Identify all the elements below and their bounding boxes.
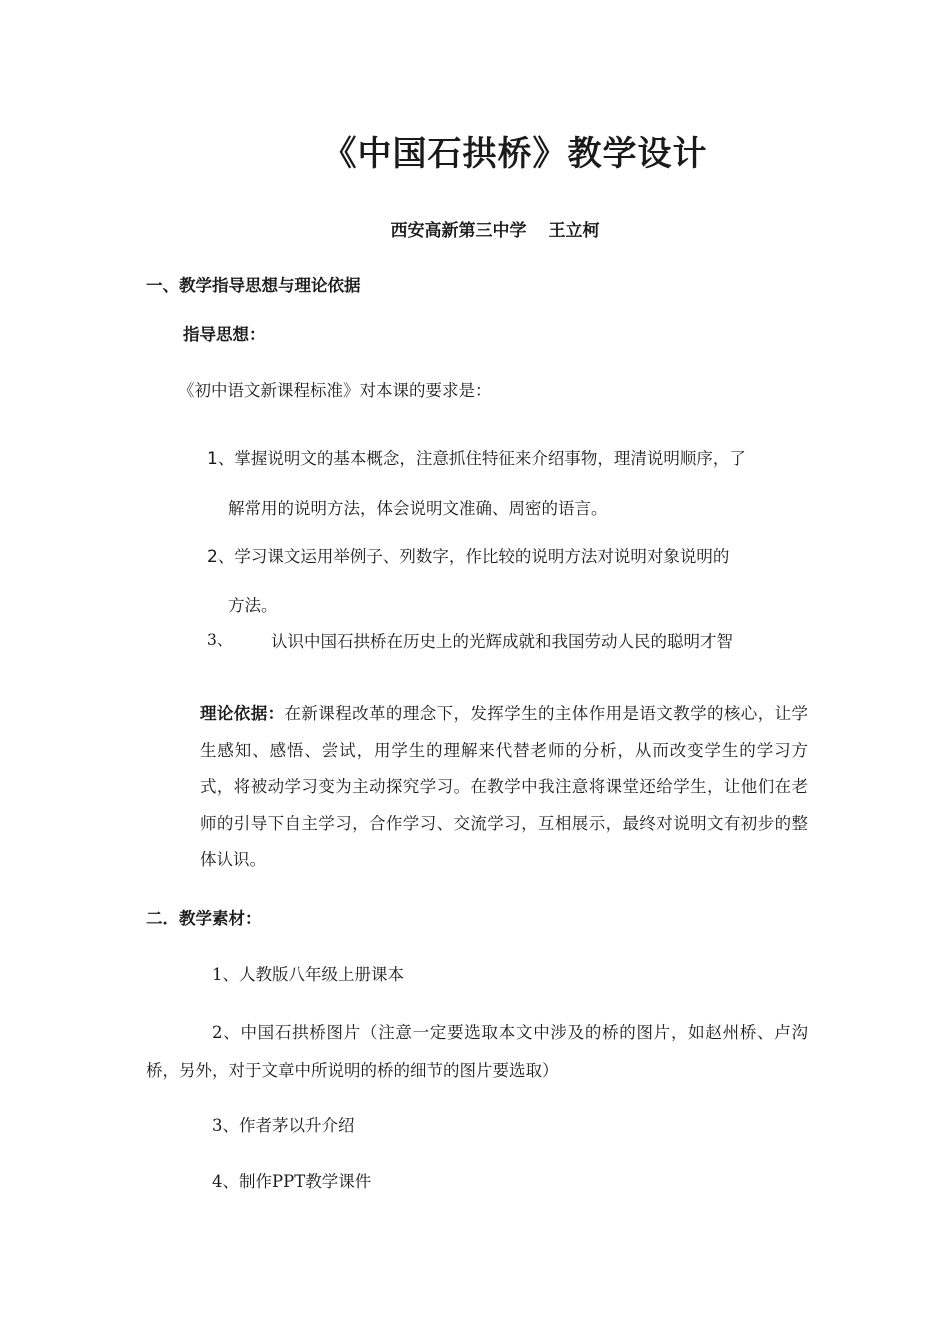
list-item-2-number: 2 xyxy=(207,547,218,567)
list-item-1-line1: 掌握说明文的基本概念，注意抓住特征来介绍事物，理清说明顺序，了 xyxy=(234,449,746,468)
list-item-1-sep: 、 xyxy=(217,449,235,468)
material-item-4: 4、制作PPT教学课件 xyxy=(212,1172,372,1191)
section1-heading: 一、教学指导思想与理论依据 xyxy=(146,276,361,295)
author-name: 王立柯 xyxy=(548,221,600,241)
list-item-1-number: 1 xyxy=(207,449,218,469)
theory-paragraph xyxy=(200,696,808,879)
material-item-3: 3、作者茅以升介绍 xyxy=(212,1116,355,1135)
document-title: 《中国石拱桥》教学设计 xyxy=(322,134,708,174)
material-item-2: 2、中国石拱桥图片（注意一定要选取本文中涉及的桥的图片，如赵州桥、卢沟桥，另外，对于文章中所说明的桥的细节的图片要选取） xyxy=(146,1023,808,1080)
section1-subheading: 指导思想： xyxy=(183,325,266,344)
section2-heading: 二．教学素材： xyxy=(146,909,262,928)
material-item-1: 1、人教版八年级上册课本 xyxy=(212,965,404,984)
list-item-2-line2: 方法。 xyxy=(228,596,278,615)
list-item-3-text: 认识中国石拱桥在历史上的光辉成就和我国劳动人民的聪明才智 xyxy=(271,632,733,651)
list-item-2-sep: 、 xyxy=(217,547,235,566)
list-item-1-line2: 解常用的说明方法，体会说明文准确、周密的语言。 xyxy=(228,499,608,518)
curriculum-intro: 《初中语文新课程标准》对本课的要求是： xyxy=(178,381,492,400)
list-item-2 xyxy=(207,543,729,567)
author-school: 西安高新第三中学 xyxy=(390,221,527,241)
list-item-1 xyxy=(207,445,746,469)
theory-label: 理论依据： xyxy=(200,704,285,723)
list-item-2-line1: 学习课文运用举例子、列数字，作比较的说明方法对说明对象说明的 xyxy=(234,547,730,566)
author-line xyxy=(0,216,950,241)
theory-text: 在新课程改革的理念下，发挥学生的主体作用是语文教学的核心，让学生感知、感悟、尝试，用学生的理解来代替老师的分析，从而改变学生的学习方式，将被动学习变为主动探究学习。在教学中我注意将课堂还给学生，让他们在老师的引导下自主学习，合作学习、交流学习，互相展示，最终对说明文有初步的整体认识。 xyxy=(200,704,808,869)
list-item-3-number: 3、 xyxy=(207,631,233,649)
